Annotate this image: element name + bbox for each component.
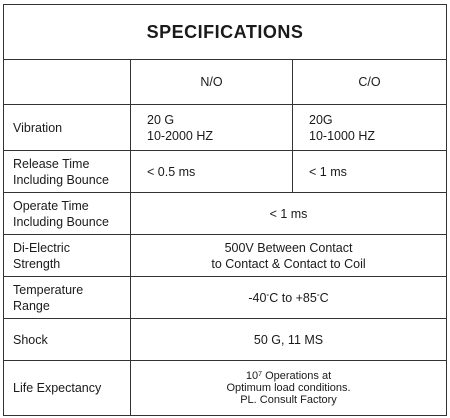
life-line2: Optimum load conditions. — [226, 382, 351, 394]
life-value — [131, 361, 447, 416]
life-line1-exponent: 7 — [258, 371, 263, 378]
release-label-line1: Release Time — [13, 156, 90, 171]
operate-label-line1: Operate Time — [13, 198, 89, 213]
table-row — [4, 105, 447, 151]
vibration-label: Vibration — [4, 105, 131, 151]
dielectric-value-line1: 500V Between Contact — [224, 240, 353, 255]
vibration-no-value — [131, 105, 293, 151]
vibration-co-line1: 20G — [309, 112, 333, 127]
release-no-value: < 0.5 ms — [131, 151, 293, 193]
dielectric-label-line2: Strength — [13, 256, 61, 271]
header-empty-cell — [4, 60, 131, 105]
temperature-label — [4, 277, 131, 319]
header-no: N/O — [131, 60, 293, 105]
life-line1 — [131, 370, 446, 382]
table-row — [4, 319, 447, 361]
table-row — [4, 193, 447, 235]
table-row — [4, 277, 447, 319]
degree-symbol-1: ° — [266, 293, 270, 301]
life-line3: PL. Consult Factory — [240, 394, 337, 406]
temperature-to: C to +85 — [269, 290, 317, 305]
table-row — [4, 361, 447, 416]
table-row — [4, 235, 447, 277]
release-label-line2: Including Bounce — [13, 172, 109, 187]
vibration-no-line1: 20 G — [147, 112, 175, 127]
vibration-co-line2: 10-1000 HZ — [309, 128, 376, 143]
vibration-co-value — [293, 105, 447, 151]
table-row — [4, 151, 447, 193]
release-co-value: < 1 ms — [293, 151, 447, 193]
operate-label-line2: Including Bounce — [13, 214, 109, 229]
life-label: Life Expectancy — [4, 361, 131, 416]
dielectric-value — [131, 235, 447, 277]
life-line1-rest: Operations at — [262, 370, 332, 382]
temperature-value — [131, 277, 447, 319]
specifications-table — [3, 4, 447, 416]
shock-value: 50 G, 11 MS — [131, 319, 447, 361]
operate-value: < 1 ms — [131, 193, 447, 235]
dielectric-label-line1: Di-Electric — [13, 240, 70, 255]
dielectric-label — [4, 235, 131, 277]
table-title: SPECIFICATIONS — [4, 5, 447, 60]
operate-label — [4, 193, 131, 235]
dielectric-value-line2: to Contact & Contact to Coil — [211, 256, 366, 271]
degree-symbol-2: ° — [316, 293, 320, 301]
release-label — [4, 151, 131, 193]
shock-label: Shock — [4, 319, 131, 361]
life-line1-base: 10 — [245, 370, 259, 382]
temperature-low: -40 — [248, 290, 267, 305]
temperature-unit: C — [319, 290, 329, 305]
vibration-no-line2: 10-2000 HZ — [147, 128, 214, 143]
temperature-label-line2: Range — [13, 298, 50, 313]
temperature-label-line1: Temperature — [13, 282, 84, 297]
header-co: C/O — [293, 60, 447, 105]
